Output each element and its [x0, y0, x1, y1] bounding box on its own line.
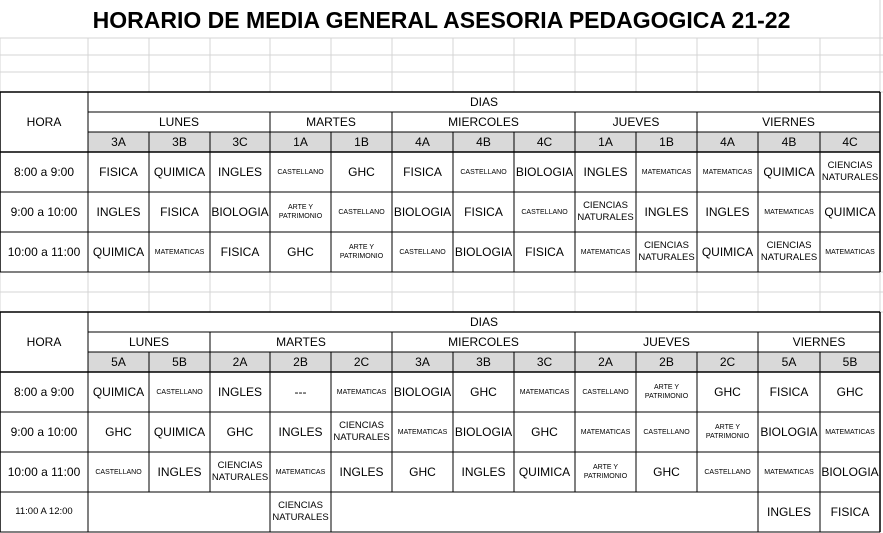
section-header: [453, 352, 514, 372]
section-header-text: 5A: [111, 355, 126, 369]
schedule-cell-text: CASTELLANO: [338, 208, 385, 216]
day-header-viernes: [758, 332, 880, 352]
schedule-cell-text: CIENCIAS NATURALES: [577, 200, 634, 223]
schedule-cell: [697, 372, 758, 412]
schedule-cell: [210, 152, 270, 192]
schedule-cell: [88, 152, 149, 192]
section-header: [270, 352, 331, 372]
schedule-cell-text: MATEMATICAS: [519, 388, 570, 396]
schedule-cell-text: QUIMICA: [824, 205, 876, 219]
schedule-cell: [270, 372, 331, 412]
schedule-cell: [636, 492, 697, 532]
section-header-text: 1A: [293, 135, 308, 149]
schedule-cell: [88, 232, 149, 272]
schedule-cell-text: GHC: [470, 385, 497, 399]
schedule-cell-text: BIOLOGIA: [760, 425, 818, 439]
time-slot: [0, 152, 88, 192]
section-header-text: 5B: [172, 355, 187, 369]
schedule-cell-text: INGLES: [339, 465, 384, 479]
schedule-cell: [636, 152, 697, 192]
schedule-cell: [392, 152, 453, 192]
schedule-cell: [514, 372, 575, 412]
schedule-cell-text: ARTE Y PATRIMONIO: [644, 384, 689, 400]
schedule-cell: [149, 232, 210, 272]
schedule-cell: [575, 232, 636, 272]
schedule-cell: [149, 372, 210, 412]
section-header: [820, 132, 880, 152]
section-header: [514, 132, 575, 152]
section-header-text: 3C: [232, 135, 248, 149]
schedule-cell-text: BIOLOGIA: [393, 385, 452, 399]
schedule-cell-text: FISICA: [464, 205, 503, 219]
time-slot: [0, 192, 88, 232]
schedule-cell-text: BIOLOGIA: [821, 465, 879, 479]
schedule-cell-text: FISICA: [830, 505, 870, 519]
page-title: HORARIO DE MEDIA GENERAL ASESORIA PEDAGOGICA 21-22: [92, 7, 791, 33]
schedule-cell: [149, 492, 210, 532]
schedule-cell-text: GHC: [226, 425, 254, 439]
section-header: [210, 352, 270, 372]
schedule-cell-text: CIENCIAS NATURALES: [272, 500, 329, 523]
schedule-cell-text: INGLES: [217, 165, 262, 179]
schedule-cell-text: INGLES: [217, 385, 262, 399]
schedule-cell-text: GHC: [531, 425, 558, 439]
time-slot: [0, 412, 88, 452]
schedule-cell-text: QUIMICA: [153, 425, 206, 439]
day-header-jueves-text: JUEVES: [612, 115, 660, 129]
schedule-cell-text: MATEMATICAS: [764, 468, 814, 476]
schedule-cell-text: BIOLOGIA: [454, 245, 513, 259]
schedule-cell-text: CASTELLANO: [156, 388, 203, 396]
hora-header-text: HORA: [26, 115, 62, 129]
schedule-cell: [514, 452, 575, 492]
schedule-cell-text: QUIMICA: [763, 165, 815, 179]
time-slot: [0, 372, 88, 412]
schedule-cell-text: CIENCIAS NATURALES: [821, 160, 879, 183]
section-header: [88, 132, 149, 152]
schedule-cell: [636, 232, 697, 272]
schedule-cell: [331, 492, 392, 532]
schedule-cell: [514, 152, 575, 192]
schedule-cell: [820, 192, 880, 232]
time-slot-text: 9:00 a 10:00: [10, 205, 78, 219]
schedule-cell: [210, 452, 270, 492]
day-header-miercoles: [392, 332, 575, 352]
section-header: [758, 132, 820, 152]
schedule-cell: [210, 372, 270, 412]
section-header: [697, 352, 758, 372]
section-header: [149, 132, 210, 152]
schedule-cell: [270, 152, 331, 192]
schedule-cell-text: GHC: [653, 465, 680, 479]
schedule-cell: [820, 232, 880, 272]
schedule-cell: [270, 452, 331, 492]
schedule-cell-text: CIENCIAS NATURALES: [211, 460, 269, 483]
day-header-miercoles-text: MIERCOLES: [448, 335, 519, 349]
schedule-cell-text: MATEMATICAS: [397, 428, 448, 436]
schedule-cell: [149, 452, 210, 492]
schedule-cell-text: FISICA: [99, 165, 138, 179]
schedule-cell-text: CIENCIAS NATURALES: [638, 240, 695, 263]
schedule-cell-text: QUIMICA: [701, 245, 754, 259]
schedule-cell: [758, 372, 820, 412]
schedule-cell: [697, 192, 758, 232]
day-header-miercoles-text: MIERCOLES: [448, 115, 519, 129]
schedule-cell-text: MATEMATICAS: [825, 428, 875, 436]
schedule-cell: [210, 492, 270, 532]
schedule-cell-text: INGLES: [644, 205, 689, 219]
schedule-cell: [514, 492, 575, 532]
section-header: [270, 132, 331, 152]
schedule-cell: [758, 152, 820, 192]
schedule-cell-text: GHC: [714, 385, 741, 399]
schedule-cell: [575, 452, 636, 492]
schedule-cell: [270, 192, 331, 232]
schedule-cell-text: QUIMICA: [153, 165, 206, 179]
time-slot: [0, 492, 88, 532]
day-header-viernes-text: VIERNES: [762, 115, 815, 129]
schedule-cell-text: CIENCIAS NATURALES: [333, 420, 390, 443]
section-header-text: 3C: [536, 355, 553, 369]
schedule-cell-text: MATEMATICAS: [275, 468, 326, 476]
schedule-cell: [636, 452, 697, 492]
schedule-cell-text: ARTE Y PATRIMONIO: [583, 464, 628, 480]
section-header-text: 4A: [720, 135, 735, 149]
schedule-cell-text: BIOLOGIA: [393, 205, 452, 219]
section-header: [636, 352, 697, 372]
day-header-lunes-text: LUNES: [128, 335, 169, 349]
schedule-cell: [453, 192, 514, 232]
schedule-cell: [820, 412, 880, 452]
schedule-cell-text: CASTELLANO: [643, 428, 690, 436]
schedule-cell: [697, 492, 758, 532]
schedule-cell: [331, 232, 392, 272]
schedule-cell-text: CASTELLANO: [399, 248, 446, 256]
schedule-cell: [697, 452, 758, 492]
section-header-text: 4C: [536, 135, 553, 149]
schedule-cell: [575, 412, 636, 452]
section-header-text: 3A: [415, 355, 430, 369]
day-header-viernes-text: VIERNES: [792, 335, 846, 349]
dias-header-text: DIAS: [469, 315, 498, 329]
schedule-cell-text: BIOLOGIA: [211, 205, 269, 219]
time-slot: [0, 232, 88, 272]
time-slot: [0, 452, 88, 492]
schedule-cell: [514, 192, 575, 232]
schedule-cell: [453, 452, 514, 492]
schedule-cell-text: MATEMATICAS: [764, 208, 814, 216]
schedule-cell-text: CASTELLANO: [582, 388, 629, 396]
schedule-cell: [758, 232, 820, 272]
section-header-text: 3B: [476, 355, 491, 369]
schedule-cell-text: MATEMATICAS: [154, 248, 205, 256]
day-header-lunes: [88, 332, 210, 352]
schedule-cell: [331, 372, 392, 412]
section-header-text: 5A: [781, 355, 797, 369]
schedule-cell-text: FISICA: [220, 245, 260, 259]
schedule-cell: [514, 412, 575, 452]
schedule-cell-text: QUIMICA: [92, 245, 145, 259]
schedule-cell: [575, 372, 636, 412]
time-slot-text: 8:00 a 9:00: [13, 165, 75, 179]
section-header-text: 4B: [476, 135, 491, 149]
schedule-cell: [575, 192, 636, 232]
schedule-cell-text: GHC: [348, 165, 375, 179]
schedule-cell: [453, 152, 514, 192]
section-header-text: 5B: [842, 355, 858, 369]
schedule-cell-text: CASTELLANO: [704, 468, 751, 476]
section-header: [453, 132, 514, 152]
schedule-cell-text: ARTE Y PATRIMONIO: [339, 244, 384, 260]
schedule-cell: [392, 232, 453, 272]
time-slot-text: 10:00 a 11:00: [7, 465, 81, 479]
schedule-cell: [453, 492, 514, 532]
schedule-cell-text: GHC: [287, 245, 314, 259]
schedule-cell-text: INGLES: [278, 425, 323, 439]
hora-header: [0, 92, 88, 152]
schedule-cell: [820, 492, 880, 532]
schedule-cell-text: MATEMATICAS: [702, 168, 753, 176]
day-header-martes: [210, 332, 392, 352]
section-header-text: 1B: [354, 135, 369, 149]
schedule-cell: [392, 192, 453, 232]
day-header-martes-text: MARTES: [276, 335, 326, 349]
schedule-cell: [88, 192, 149, 232]
section-header-text: 4A: [415, 135, 430, 149]
schedule-cell: [820, 152, 880, 192]
schedule-cell: [697, 152, 758, 192]
schedule-cell-text: QUIMICA: [92, 385, 145, 399]
section-header-text: 3A: [111, 135, 126, 149]
time-slot-text: 11:00 A 12:00: [15, 506, 73, 517]
schedule-cell: [758, 452, 820, 492]
schedule-cell: [697, 232, 758, 272]
schedule-cell: [331, 452, 392, 492]
schedule-cell-text: MATEMATICAS: [580, 428, 631, 436]
section-header: [758, 352, 820, 372]
day-header-jueves: [575, 112, 697, 132]
schedule-cell-text: INGLES: [461, 465, 506, 479]
time-slot-text: 8:00 a 9:00: [13, 385, 75, 399]
section-header-text: 1A: [598, 135, 613, 149]
section-header: [88, 352, 149, 372]
schedule-cell: [392, 412, 453, 452]
schedule-cell-text: INGLES: [96, 205, 141, 219]
schedule-cell-text: INGLES: [766, 505, 811, 519]
section-header-text: 2C: [719, 355, 736, 369]
schedule-cell-text: MATEMATICAS: [580, 248, 631, 256]
day-header-jueves-text: JUEVES: [643, 335, 690, 349]
schedule-cell-text: INGLES: [157, 465, 202, 479]
section-header: [392, 132, 453, 152]
section-header-text: 2C: [353, 355, 370, 369]
day-header-lunes: [88, 112, 270, 132]
section-header: [149, 352, 210, 372]
schedule-cell: [758, 192, 820, 232]
day-header-lunes-text: LUNES: [158, 115, 199, 129]
section-header: [575, 132, 636, 152]
schedule-cell: [636, 412, 697, 452]
schedule-cell: [88, 452, 149, 492]
schedule-cell: [88, 412, 149, 452]
schedule-cell-text: INGLES: [705, 205, 750, 219]
time-slot-text: 9:00 a 10:00: [10, 425, 78, 439]
schedule-cell: [636, 372, 697, 412]
schedule-cell: [149, 152, 210, 192]
schedule-cell: [697, 412, 758, 452]
schedule-cell-text: ---: [294, 385, 307, 399]
schedule-cell: [88, 492, 149, 532]
schedule-cell: [210, 232, 270, 272]
dias-header: [88, 312, 880, 332]
schedule-cell: [149, 412, 210, 452]
day-header-miercoles: [392, 112, 575, 132]
schedule-cell-text: BIOLOGIA: [454, 425, 513, 439]
schedule-cell: [210, 412, 270, 452]
section-header: [331, 132, 392, 152]
time-slot-text: 10:00 a 11:00: [7, 245, 81, 259]
day-header-martes: [270, 112, 392, 132]
section-header-text: 2B: [293, 355, 308, 369]
schedule-cell-text: CASTELLANO: [277, 168, 324, 176]
section-header: [210, 132, 270, 152]
schedule-cell: [575, 152, 636, 192]
schedule-cell: [331, 192, 392, 232]
hora-header-text: HORA: [26, 335, 62, 349]
schedule-cell: [331, 412, 392, 452]
schedule-cell-text: ARTE Y PATRIMONIO: [278, 204, 323, 220]
schedule-cell: [820, 372, 880, 412]
schedule-cell-text: MATEMATICAS: [336, 388, 387, 396]
schedule-cell: [392, 372, 453, 412]
section-header-text: 1B: [659, 135, 674, 149]
schedule-cell-text: MATEMATICAS: [641, 168, 692, 176]
schedule-cell: [88, 372, 149, 412]
section-header: [392, 352, 453, 372]
schedule-cell-text: QUIMICA: [518, 465, 571, 479]
schedule-cell: [453, 412, 514, 452]
schedule-cell-text: ARTE Y PATRIMONIO: [705, 424, 750, 440]
schedule-cell: [270, 232, 331, 272]
schedule-cell-text: GHC: [836, 385, 864, 399]
schedule-cell: [575, 492, 636, 532]
schedule-cell-text: GHC: [105, 425, 132, 439]
section-header: [697, 132, 758, 152]
schedule-cell-text: GHC: [409, 465, 436, 479]
section-header-text: 2B: [659, 355, 674, 369]
schedule-cell: [149, 192, 210, 232]
schedule-cell: [758, 412, 820, 452]
section-header-text: 2A: [598, 355, 613, 369]
section-header-text: 2A: [232, 355, 248, 369]
schedule-cell: [210, 192, 270, 232]
schedule-cell-text: FISICA: [769, 385, 809, 399]
schedule-cell: [453, 372, 514, 412]
schedule-cell: [331, 152, 392, 192]
schedule-cell-text: CASTELLANO: [521, 208, 568, 216]
schedule-cell-text: CASTELLANO: [95, 468, 142, 476]
section-header-text: 4B: [781, 135, 797, 149]
schedule-cell: [820, 452, 880, 492]
dias-header-text: DIAS: [469, 95, 498, 109]
schedule-cell: [514, 232, 575, 272]
schedule-cell-text: MATEMATICAS: [825, 248, 875, 256]
section-header: [575, 352, 636, 372]
schedule-cell-text: FISICA: [525, 245, 564, 259]
section-header-text: 3B: [172, 135, 187, 149]
dias-header: [88, 92, 880, 112]
schedule-cell: [636, 192, 697, 232]
day-header-martes-text: MARTES: [306, 115, 356, 129]
schedule-cell: [453, 232, 514, 272]
schedule-cell: [758, 492, 820, 532]
schedule-cell-text: FISICA: [160, 205, 199, 219]
section-header-text: 4C: [842, 135, 858, 149]
schedule-cell: [392, 452, 453, 492]
schedule-cell-text: INGLES: [583, 165, 628, 179]
hora-header: [0, 312, 88, 372]
section-header: [514, 352, 575, 372]
section-header: [820, 352, 880, 372]
day-header-viernes: [697, 112, 880, 132]
schedule-cell-text: CASTELLANO: [460, 168, 507, 176]
schedule-cell-text: FISICA: [403, 165, 442, 179]
schedule-cell: [270, 412, 331, 452]
schedule-cell: [270, 492, 331, 532]
schedule-cell-text: BIOLOGIA: [515, 165, 574, 179]
section-header: [636, 132, 697, 152]
section-header: [331, 352, 392, 372]
schedule-cell: [392, 492, 453, 532]
day-header-jueves: [575, 332, 758, 352]
schedule-cell-text: CIENCIAS NATURALES: [760, 240, 818, 263]
